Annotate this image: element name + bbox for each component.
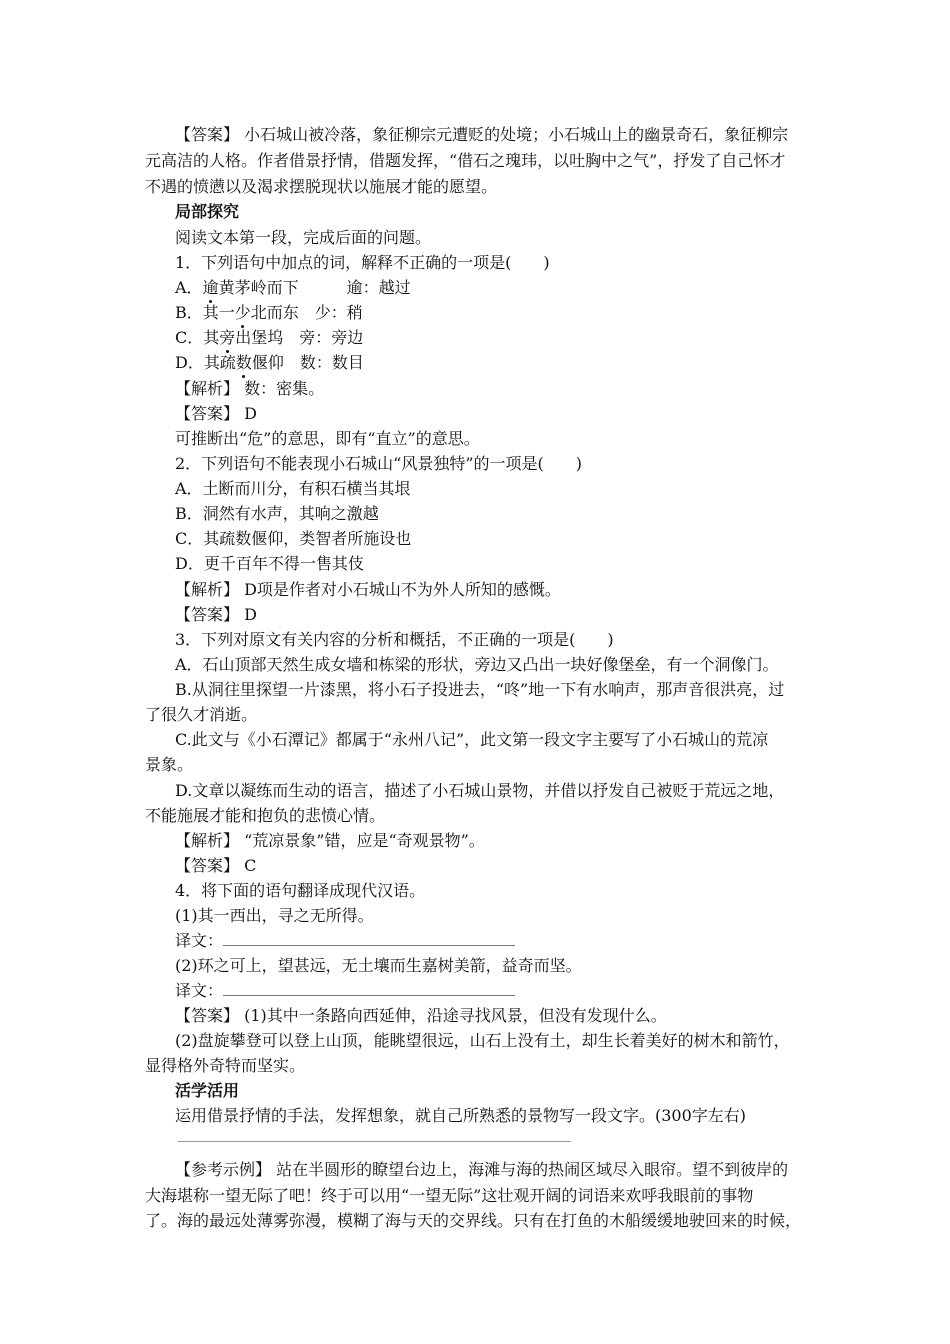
question-3-option-b: B.从洞往里探望一片漆黑，将小石子投进去，“咚”地一下有水响声，那声音很洪亮，过 xyxy=(175,680,785,699)
question-3-option-c: C.此文与《小石潭记》都属于“永州八记”，此文第一段文字主要写了小石城山的荒凉 xyxy=(175,730,769,749)
question-4-stem: 4．将下面的语句翻译成现代汉语。 xyxy=(175,881,426,900)
question-1-option-d xyxy=(175,353,364,373)
option-prefix: D．其疏 xyxy=(175,353,236,372)
answer-blank xyxy=(223,931,515,946)
question-2-answer: 【答案】 D xyxy=(175,605,257,624)
question-1-option-a xyxy=(175,278,411,298)
answer-rule xyxy=(178,1141,571,1142)
question-1-stem: 1．下列语句中加点的词，解释不正确的一项是( ) xyxy=(175,253,550,272)
dotted-word: 数 xyxy=(235,353,252,372)
translation-line-1 xyxy=(175,931,515,951)
sample-answer-line: 大海堪称一望无际了吧！终于可以用“一望无际”这壮观开阔的词语来欢呼我眼前的事物 xyxy=(145,1186,754,1205)
question-1-option-c xyxy=(175,328,363,348)
question-1-answer: 【答案】 D xyxy=(175,404,257,423)
question-1-analysis: 【解析】 数：密集。 xyxy=(175,379,325,398)
question-2-stem: 2．下列语句不能表现小石城山“风景独特”的一项是( ) xyxy=(175,454,583,473)
question-2-option-b: B．洞然有水声，其响之激越 xyxy=(175,504,379,523)
dotted-word: 旁 xyxy=(219,328,236,347)
writing-task: 运用借景抒情的手法，发挥想象，就自己所熟悉的景物写一段文字。(300字左右) xyxy=(175,1106,747,1125)
question-2-option-a: A．土断而川分，有积石横当其垠 xyxy=(175,479,411,498)
question-3-analysis: 【解析】 “荒凉景象”错，应是“奇观景物”。 xyxy=(175,831,485,850)
question-2-analysis: 【解析】 D项是作者对小石城山不为外人所知的感慨。 xyxy=(175,580,561,599)
section-heading-local-inquiry: 局部探究 xyxy=(175,202,240,221)
question-3-option-d: D.文章以凝练而生动的语言，描述了小石城山景物，并借以抒发自己被贬于荒远之地， xyxy=(175,781,785,800)
option-prefix: C．其 xyxy=(175,328,220,347)
intro-answer-line: 元高洁的人格。作者借景抒情，借题发挥，“借石之瑰玮，以吐胸中之气”，抒发了自己怀才 xyxy=(145,151,786,170)
dotted-word: 逾 xyxy=(202,278,219,297)
translation-label: 译文： xyxy=(175,981,224,1000)
dotted-word: 少 xyxy=(234,303,251,322)
question-3-option-d-cont: 不能施展才能和抱负的悲愤心情。 xyxy=(145,806,386,825)
intro-answer-line: 【答案】 小石城山被冷落，象征柳宗元遭贬的处境；小石城山上的幽景奇石，象征柳宗 xyxy=(175,125,789,144)
translation-line-2 xyxy=(175,981,515,1001)
option-prefix: A． xyxy=(175,278,203,297)
question-1-note: 可推断出“危”的意思，即有“直立”的意思。 xyxy=(175,429,480,448)
question-4-answer-1: 【答案】 (1)其中一条路向西延伸，沿途寻找风景，但没有发现什么。 xyxy=(175,1006,667,1025)
question-4-sentence-1: (1)其一西出，寻之无所得。 xyxy=(175,906,374,925)
question-4-answer-2-cont: 显得格外奇特而坚实。 xyxy=(145,1056,306,1075)
question-2-option-c: C．其疏数偃仰，类智者所施设也 xyxy=(175,529,412,548)
question-4-answer-2: (2)盘旋攀登可以登上山顶，能眺望很远，山石上没有土，却生长着美好的树木和箭竹， xyxy=(175,1031,790,1050)
section-heading-apply: 活学活用 xyxy=(175,1081,240,1100)
sample-answer-line: 【参考示例】 站在半圆形的瞭望台边上，海滩与海的热闹区域尽入眼帘。望不到彼岸的 xyxy=(175,1160,789,1179)
question-3-option-c-cont: 景象。 xyxy=(145,755,194,774)
question-3-option-b-cont: 了很久才消逝。 xyxy=(145,705,258,724)
question-4-sentence-2: (2)环之可上，望甚远，无土壤而生嘉树美箭，益奇而坚。 xyxy=(175,956,582,975)
translation-label: 译文： xyxy=(175,931,224,950)
answer-blank xyxy=(223,981,515,996)
option-text: 北而东 少：稍 xyxy=(250,303,363,322)
question-3-answer: 【答案】 C xyxy=(175,856,257,875)
option-text: 偃仰 数：数目 xyxy=(251,353,364,372)
section-instruction: 阅读文本第一段，完成后面的问题。 xyxy=(175,228,432,247)
intro-answer-line: 不遇的愤懑以及渴求摆脱现状以施展才能的愿望。 xyxy=(145,177,498,196)
question-2-option-d: D．更千百年不得一售其伎 xyxy=(175,554,364,573)
option-text: 出堡坞 旁：旁边 xyxy=(235,328,364,347)
question-1-option-b xyxy=(175,303,363,323)
question-3-stem: 3．下列对原文有关内容的分析和概括，不正确的一项是( ) xyxy=(175,630,614,649)
sample-answer-line: 了。海的最远处薄雾弥漫，模糊了海与天的交界线。只有在打鱼的木船缓缓地驶回来的时候， xyxy=(145,1211,802,1230)
option-prefix: B．其一 xyxy=(175,303,235,322)
option-text: 黄茅岭而下 逾：越过 xyxy=(218,278,411,297)
question-3-option-a: A．石山顶部天然生成女墙和栋梁的形状，旁边又凸出一块好像堡垒，有一个洞像门。 xyxy=(175,655,779,674)
